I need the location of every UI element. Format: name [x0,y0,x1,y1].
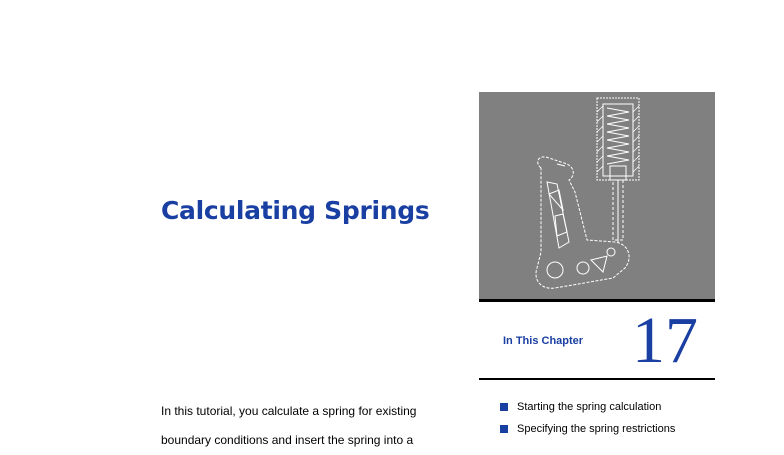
chapter-title: Calculating Springs [161,196,430,225]
square-bullet-icon [500,425,508,433]
list-item [500,418,675,440]
intro-line: In this tutorial, you calculate a spring for existing [161,404,417,418]
intro-line: boundary conditions and insert the spring into a [161,433,414,447]
intro-paragraph [161,397,451,455]
chapter-topics-list [500,396,675,440]
spring-mechanism-drawing [479,92,715,299]
topic-label: Starting the spring calculation [517,401,662,413]
bottom-rule [479,378,715,380]
in-this-chapter-label: In This Chapter [503,335,584,347]
list-item [500,396,675,418]
topic-label: Specifying the spring restrictions [517,423,676,435]
chapter-illustration [479,92,715,299]
chapter-number: 17 [632,304,698,377]
square-bullet-icon [500,403,508,411]
